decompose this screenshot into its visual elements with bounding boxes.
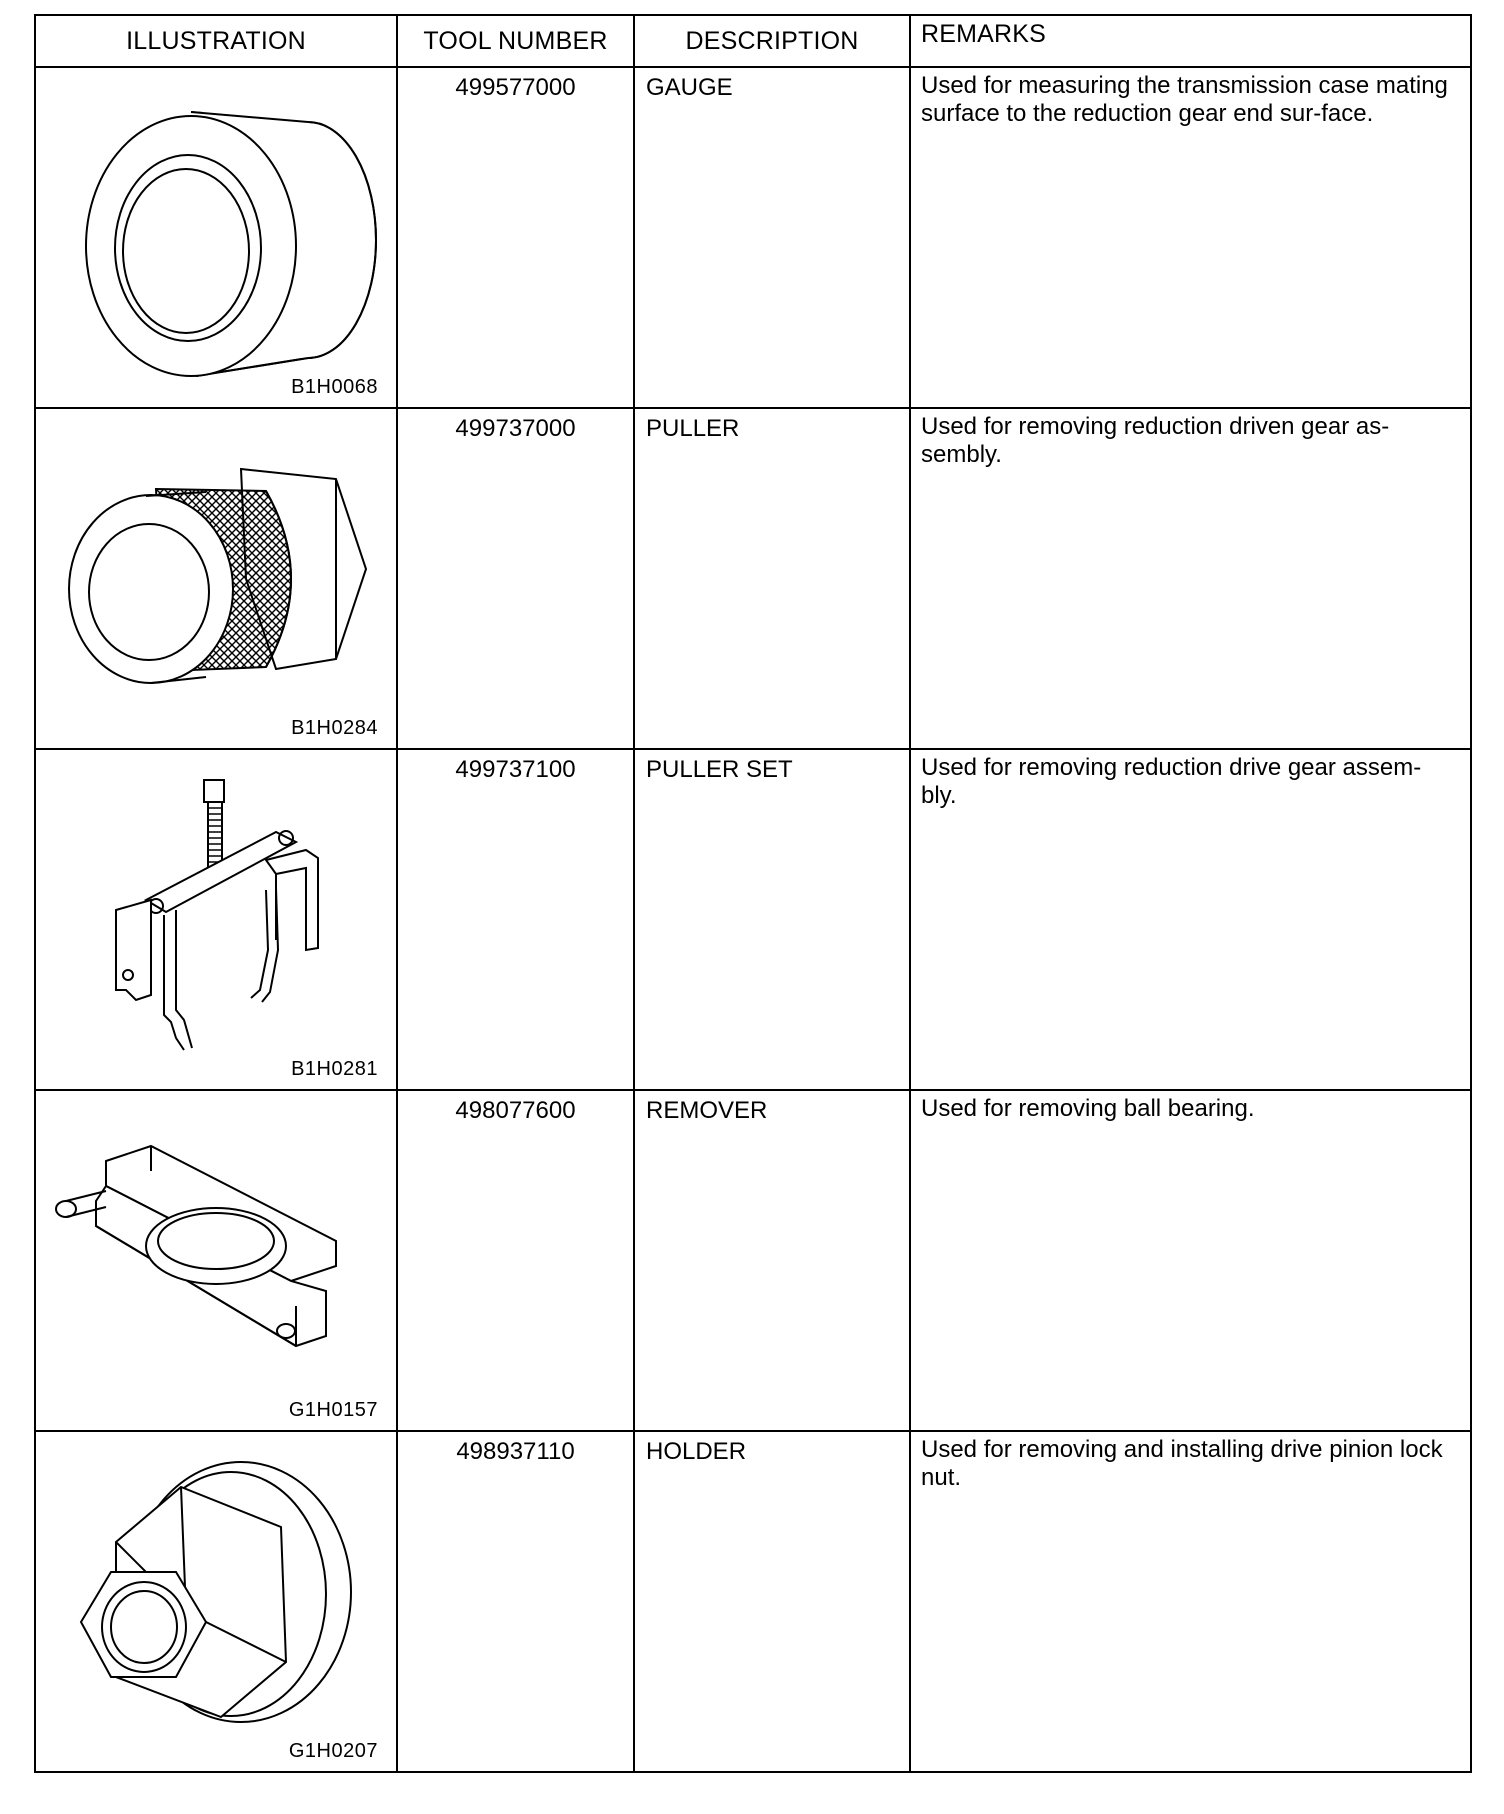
image-code: B1H0281	[291, 1058, 378, 1080]
description-cell: PULLER	[634, 408, 910, 749]
special-tools-table	[34, 14, 1472, 1773]
description-cell: REMOVER	[634, 1090, 910, 1431]
image-code: G1H0157	[288, 1399, 378, 1421]
header-remarks: REMARKS	[910, 15, 1471, 67]
hex-holder-icon	[36, 1432, 396, 1773]
illustration-cell	[35, 408, 397, 749]
illustration-cell	[35, 67, 397, 408]
tool-number-cell: 498937110	[397, 1431, 634, 1772]
illustration-cell	[35, 1090, 397, 1431]
knurled-puller-icon	[36, 409, 396, 750]
header-row	[35, 15, 1471, 67]
remarks-cell: Used for removing reduction drive gear assem-bly.	[910, 749, 1471, 1090]
remarks-cell: Used for removing reduction driven gear as-sembly.	[910, 408, 1471, 749]
table-row	[35, 67, 1471, 408]
two-jaw-puller-icon	[36, 750, 396, 1091]
remarks-cell: Used for removing and installing drive pinion lock nut.	[910, 1431, 1471, 1772]
remarks-cell: Used for removing ball bearing.	[910, 1090, 1471, 1431]
split-bearing-remover-icon	[36, 1091, 396, 1432]
image-code: B1H0284	[291, 717, 378, 739]
header-description: DESCRIPTION	[634, 15, 910, 67]
header-tool-number: TOOL NUMBER	[397, 15, 634, 67]
tool-number-cell: 499737100	[397, 749, 634, 1090]
remarks-cell: Used for measuring the transmission case mating surface to the reduction gear end sur-face.	[910, 67, 1471, 408]
gauge-cylinder-icon	[36, 68, 396, 409]
illustration-cell	[35, 1431, 397, 1772]
image-code: G1H0207	[288, 1740, 378, 1762]
description-cell: GAUGE	[634, 67, 910, 408]
tool-number-cell: 499737000	[397, 408, 634, 749]
table-row	[35, 408, 1471, 749]
table-row	[35, 1431, 1471, 1772]
tool-number-cell: 499577000	[397, 67, 634, 408]
description-cell: HOLDER	[634, 1431, 910, 1772]
table-row	[35, 749, 1471, 1090]
table-row	[35, 1090, 1471, 1431]
header-illustration: ILLUSTRATION	[35, 15, 397, 67]
tool-number-cell: 498077600	[397, 1090, 634, 1431]
image-code: B1H0068	[291, 376, 378, 398]
description-cell: PULLER SET	[634, 749, 910, 1090]
illustration-cell	[35, 749, 397, 1090]
